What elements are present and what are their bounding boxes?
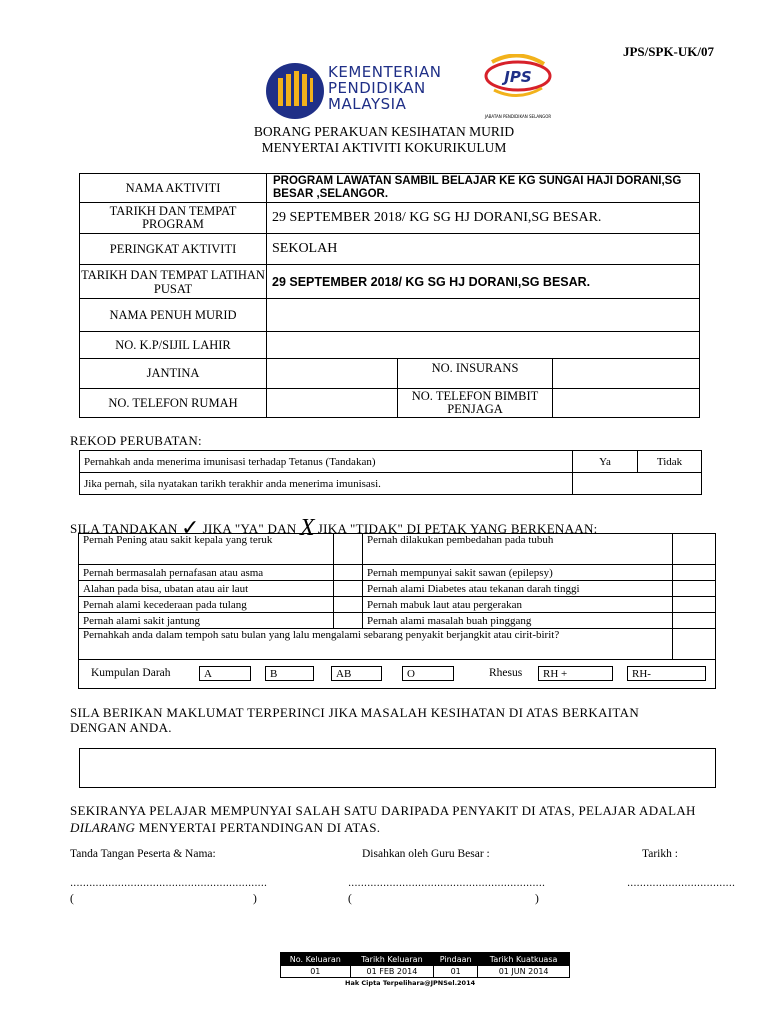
kp-field[interactable] [267, 332, 700, 359]
form-title-line-2: MENYERTAI AKTIVITI KOKURIKULUM [261, 140, 507, 155]
tarikh-latihan-label: TARIKH DAN TEMPAT LATIHAN PUSAT [80, 265, 267, 299]
footer-table [280, 952, 570, 978]
sig-tarikh-label: Tarikh : [642, 848, 678, 860]
tarikh-latihan-text: 29 SEPTEMBER 2018/ KG SG HJ DORANI,SG BESAR. [272, 274, 591, 289]
footer-header-2: Pindaan [434, 953, 478, 966]
condition-left-3: Pernah alami kecederaan pada tulang [79, 597, 334, 613]
insurans-label: NO. INSURANS [398, 359, 553, 389]
nama-penuh-label: NAMA PENUH MURID [80, 299, 267, 332]
condition-left-2-box[interactable] [334, 581, 363, 597]
ministry-line-1: KEMENTERIAN [328, 63, 442, 81]
infectious-question: Pernahkah anda dalam tempoh satu bulan yang lalu mengalami sebarang penyakit berjangkit atau cirit-birit? [79, 629, 673, 660]
footer-value-3: 01 JUN 2014 [478, 966, 570, 978]
conditions-table [78, 533, 716, 689]
jantina-label: JANTINA [80, 359, 267, 389]
details-heading [70, 705, 639, 735]
details-heading-line-2: DENGAN ANDA. [70, 720, 172, 735]
ministry-emblem-icon [265, 62, 325, 120]
blood-row [79, 660, 716, 689]
condition-right-3-box[interactable] [673, 597, 716, 613]
footer-copyright: Hak Cipta Terpelihara@JPNSel.2014 [345, 979, 476, 987]
rekod-table [79, 450, 702, 495]
jps-emblem-icon [482, 54, 554, 102]
blood-label: Kumpulan Darah [91, 667, 171, 679]
condition-left-1-box[interactable] [334, 565, 363, 581]
condition-right-3: Pernah mabuk laut atau pergerakan [363, 597, 673, 613]
tetanus-tidak[interactable]: Tidak [638, 451, 702, 473]
sig-guru-paren-open: ( [348, 893, 352, 905]
ministry-name [328, 64, 441, 112]
peringkat-label: PERINGKAT AKTIVITI [80, 234, 267, 265]
condition-left-0: Pernah Pening atau sakit kepala yang teruk [79, 534, 334, 565]
warning-text [70, 802, 696, 836]
sig-peserta-paren-close: ) [253, 893, 257, 905]
nama-aktiviti-value[interactable] [267, 174, 700, 203]
footer-header-1: Tarikh Keluaran [350, 953, 434, 966]
info-table [79, 173, 700, 418]
rekod-heading: REKOD PERUBATAN: [70, 433, 202, 448]
condition-left-1: Pernah bermasalah pernafasan atau asma [79, 565, 334, 581]
jps-subtitle: JABATAN PENDIDIKAN SELANGOR [484, 114, 552, 119]
warning-dilarang: DILARANG [70, 820, 136, 835]
condition-left-2: Alahan pada bisa, ubatan atau air laut [79, 581, 334, 597]
telefon-rumah-field[interactable] [267, 389, 398, 418]
blood-type-o[interactable]: O [402, 666, 454, 681]
sig-peserta-label: Tanda Tangan Peserta & Nama: [70, 848, 216, 860]
telefon-penjaga-label: NO. TELEFON BIMBIT PENJAGA [398, 389, 553, 418]
footer-value-2: 01 [434, 966, 478, 978]
tetanus-ya[interactable]: Ya [573, 451, 638, 473]
warning-line-2-rest: MENYERTAI PERTANDINGAN DI ATAS. [135, 820, 381, 835]
tarikh-program-label: TARIKH DAN TEMPAT PROGRAM [80, 203, 267, 234]
condition-left-3-box[interactable] [334, 597, 363, 613]
footer-value-0: 01 [281, 966, 351, 978]
footer-header-3: Tarikh Kuatkuasa [478, 953, 570, 966]
tandakan-part-2: JIKA "YA" DAN [202, 521, 297, 536]
peringkat-text: SEKOLAH [272, 241, 338, 256]
footer-value-1: 01 FEB 2014 [350, 966, 434, 978]
footer-header-0: No. Keluaran [281, 953, 351, 966]
sig-guru-line[interactable]: .............................................................. [348, 878, 546, 889]
telefon-rumah-label: NO. TELEFON RUMAH [80, 389, 267, 418]
tarikh-program-text: 29 SEPTEMBER 2018/ KG SG HJ DORANI,SG BESAR. [272, 210, 602, 225]
condition-left-0-box[interactable] [334, 534, 363, 565]
telefon-penjaga-field[interactable] [553, 389, 700, 418]
condition-left-4-box[interactable] [334, 613, 363, 629]
form-title-line-1: BORANG PERAKUAN KESIHATAN MURID [253, 124, 515, 139]
form-code: JPS/SPK-UK/07 [622, 44, 714, 59]
condition-right-4-box[interactable] [673, 613, 716, 629]
peringkat-value[interactable] [267, 234, 700, 265]
insurans-field[interactable] [553, 359, 700, 389]
imunisasi-question: Jika pernah, sila nyatakan tarikh terakhir anda menerima imunisasi. [80, 473, 573, 495]
condition-left-4: Pernah alami sakit jantung [79, 613, 334, 629]
condition-right-4: Pernah alami masalah buah pinggang [363, 613, 673, 629]
tarikh-program-value[interactable] [267, 203, 700, 234]
infectious-box[interactable] [673, 629, 716, 660]
sig-peserta-line[interactable]: .............................................................. [70, 878, 268, 889]
cross-icon: X [299, 515, 315, 541]
svg-text:JPS: JPS [504, 68, 532, 86]
jps-logo [482, 54, 554, 118]
ministry-line-3: MALAYSIA [328, 95, 407, 113]
details-field[interactable] [79, 748, 716, 788]
imunisasi-date-field[interactable] [573, 473, 702, 495]
tick-icon: ✓ [180, 516, 200, 541]
nama-aktiviti-text: PROGRAM LAWATAN SAMBIL BELAJAR KE KG SUNGAI HAJI DORANI,SG BESAR ,SELANGOR. [273, 175, 682, 200]
blood-type-b[interactable]: B [265, 666, 314, 681]
nama-aktiviti-label: NAMA AKTIVITI [80, 174, 267, 203]
sig-guru-paren-close: ) [535, 893, 539, 905]
nama-penuh-field[interactable] [267, 299, 700, 332]
sig-guru-label: Disahkan oleh Guru Besar : [362, 848, 490, 860]
tandakan-part-3: JIKA "TIDAK" DI PETAK YANG BERKENAAN: [317, 521, 598, 536]
condition-right-1-box[interactable] [673, 565, 716, 581]
condition-right-0: Pernah dilakukan pembedahan pada tubuh [363, 534, 673, 565]
blood-type-a[interactable]: A [199, 666, 251, 681]
kp-label: NO. K.P/SIJIL LAHIR [80, 332, 267, 359]
tetanus-question: Pernahkah anda menerima imunisasi terhadap Tetanus (Tandakan) [80, 451, 573, 473]
ministry-logo [265, 62, 325, 120]
warning-line-2 [70, 819, 696, 836]
ministry-line-2: PENDIDIKAN [328, 79, 426, 97]
rhesus-positive[interactable]: RH + [538, 666, 613, 681]
blood-type-ab[interactable]: AB [331, 666, 382, 681]
sig-tarikh-line[interactable]: .................................. [627, 878, 736, 889]
condition-right-2: Pernah alami Diabetes atau tekanan darah tinggi [363, 581, 673, 597]
jantina-field[interactable] [267, 359, 398, 389]
sig-peserta-paren-open: ( [70, 893, 74, 905]
tarikh-latihan-value[interactable] [267, 265, 700, 299]
condition-right-0-box[interactable] [673, 534, 716, 565]
warning-line-1: SEKIRANYA PELAJAR MEMPUNYAI SALAH SATU DARIPADA PENYAKIT DI ATAS, PELAJAR ADALAH [70, 803, 696, 818]
tandakan-part-1: SILA TANDAKAN [70, 521, 178, 536]
condition-right-1: Pernah mempunyai sakit sawan (epilepsy) [363, 565, 673, 581]
rhesus-negative[interactable]: RH- [627, 666, 706, 681]
condition-right-2-box[interactable] [673, 581, 716, 597]
rhesus-label: Rhesus [489, 667, 523, 679]
details-heading-line-1: SILA BERIKAN MAKLUMAT TERPERINCI JIKA MASALAH KESIHATAN DI ATAS BERKAITAN [70, 705, 640, 720]
